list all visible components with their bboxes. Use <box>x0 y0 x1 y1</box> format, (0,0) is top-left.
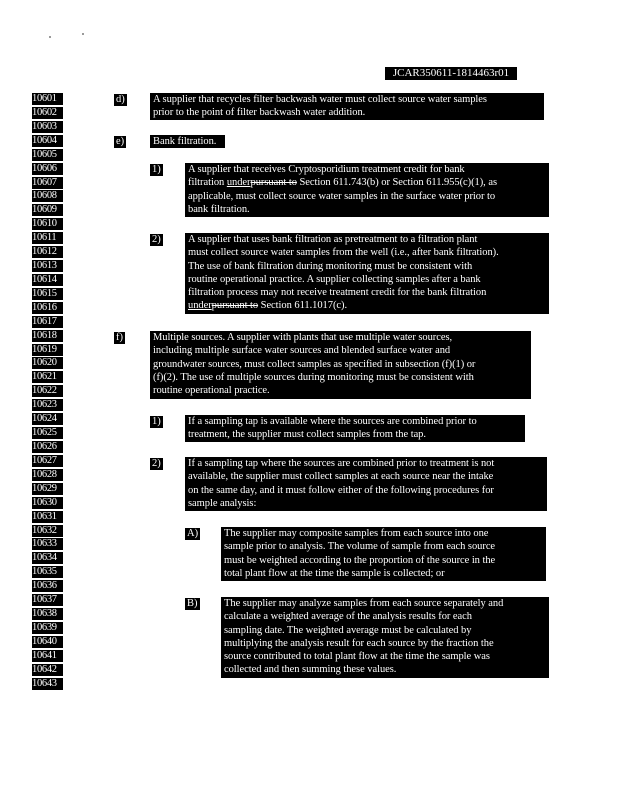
line-number: 10616 <box>32 302 63 314</box>
item-label-f1: 1) <box>152 416 161 427</box>
line-number: 10634 <box>32 552 63 564</box>
line-number: 10617 <box>32 316 63 328</box>
text: Section 611.743(b) or Section 611.955(c)(1), as applicable, must collect source water samples in the surface water prior to bank filtration. <box>188 177 497 215</box>
line-number: 10643 <box>32 678 63 690</box>
line-number: 10642 <box>32 664 63 676</box>
paragraph-d: A supplier that recycles filter backwash water must collect source water samples prior to the point of filter backwash water addition. <box>150 93 544 120</box>
paragraph-f: Multiple sources. A supplier with plants that use multiple water sources, including multiple surface water sources and blended surface water and groundwater sources, must collect samples as specified in subsection (f)(1) or (f)(2). The use of multiple sources during monitoring must be consistent with routine operational practice. <box>150 331 531 399</box>
line-number: 10606 <box>32 163 63 175</box>
line-number: 10633 <box>32 538 63 550</box>
line-number: 10624 <box>32 413 63 425</box>
line-number: 10615 <box>32 288 63 300</box>
heading-bank-filtration: Bank filtration. <box>150 135 225 148</box>
line-number: 10636 <box>32 580 63 592</box>
line-number: 10614 <box>32 274 63 286</box>
line-number: 10629 <box>32 483 63 495</box>
item-label-d: d) <box>116 94 125 105</box>
paragraph-e2 <box>185 233 549 314</box>
paragraph-A: The supplier may composite samples from each source into one sample prior to analysis. The volume of sample from each source must be weighted according to the proportion of the source in the total plant flow at the time the sample is collected; or <box>221 527 546 581</box>
scan-speck <box>82 33 84 35</box>
line-number: 10637 <box>32 594 63 606</box>
paragraph-f2: If a sampling tap where the sources are combined prior to treatment is not available, the supplier must collect samples at each source near the intake on the same day, and it must follow either of the following procedures for sample analysis: <box>185 457 547 511</box>
text: Section 611.1017(c). <box>258 300 348 312</box>
item-label-f: f) <box>116 332 123 343</box>
line-number: 10632 <box>32 525 63 537</box>
document-id: JCAR350611-1814463r01 <box>385 67 517 80</box>
line-number: 10608 <box>32 190 63 202</box>
line-number: 10604 <box>32 135 63 147</box>
deleted-text: pursuant to <box>211 300 259 312</box>
text: A supplier that receives Cryptosporidium treatment credit for bank filtration <box>188 164 465 189</box>
paragraph-B: The supplier may analyze samples from each source separately and calculate a weighted average of the analysis results for each sampling date. The weighted average must be calculated by multiplying the analysis result for each source by the fraction the source contributed to total plant flow at the time the sample was collected and then summing these values. <box>221 597 549 678</box>
line-number: 10618 <box>32 330 63 342</box>
line-number: 10605 <box>32 149 63 161</box>
line-number: 10603 <box>32 121 63 133</box>
line-number: 10639 <box>32 622 63 634</box>
line-number: 10625 <box>32 427 63 439</box>
line-number: 10621 <box>32 371 63 383</box>
line-number: 10619 <box>32 344 63 356</box>
line-number: 10635 <box>32 566 63 578</box>
paragraph-e1 <box>185 163 549 217</box>
text: A supplier that uses bank filtration as pretreatment to a filtration plant must collect source water samples from the well (i.e., after bank filtration). The use of bank filtration during monitoring must be consistent with routine operational practice. A supplier collecting samples after a bank filtration process may not receive treatment credit for the bank filtration <box>188 234 499 299</box>
item-label-e2: 2) <box>152 234 161 245</box>
deleted-text: pursuant to <box>250 177 297 189</box>
line-number: 10628 <box>32 469 63 481</box>
item-label-B: B) <box>187 598 198 609</box>
line-number: 10602 <box>32 107 63 119</box>
line-number: 10620 <box>32 357 63 369</box>
scan-speck <box>49 36 51 38</box>
line-number: 10641 <box>32 650 63 662</box>
paragraph-f1: If a sampling tap is available where the sources are combined prior to treatment, the supplier must collect samples from the tap. <box>185 415 525 442</box>
line-number: 10627 <box>32 455 63 467</box>
item-label-A: A) <box>187 528 199 539</box>
line-number: 10631 <box>32 511 63 523</box>
line-number: 10601 <box>32 93 63 105</box>
item-label-e: e) <box>116 136 125 147</box>
inserted-text: under <box>226 177 251 189</box>
line-number: 10612 <box>32 246 63 258</box>
line-number: 10613 <box>32 260 63 272</box>
line-number: 10630 <box>32 497 63 509</box>
line-number: 10638 <box>32 608 63 620</box>
line-number: 10607 <box>32 177 63 189</box>
inserted-text: under <box>188 300 212 312</box>
line-number: 10626 <box>32 441 63 453</box>
line-number: 10609 <box>32 204 63 216</box>
line-number: 10623 <box>32 399 63 411</box>
line-number: 10611 <box>32 232 63 244</box>
item-label-e1: 1) <box>152 164 161 175</box>
line-number: 10640 <box>32 636 63 648</box>
item-label-f2: 2) <box>152 458 161 469</box>
line-number: 10622 <box>32 385 63 397</box>
line-number: 10610 <box>32 218 63 230</box>
